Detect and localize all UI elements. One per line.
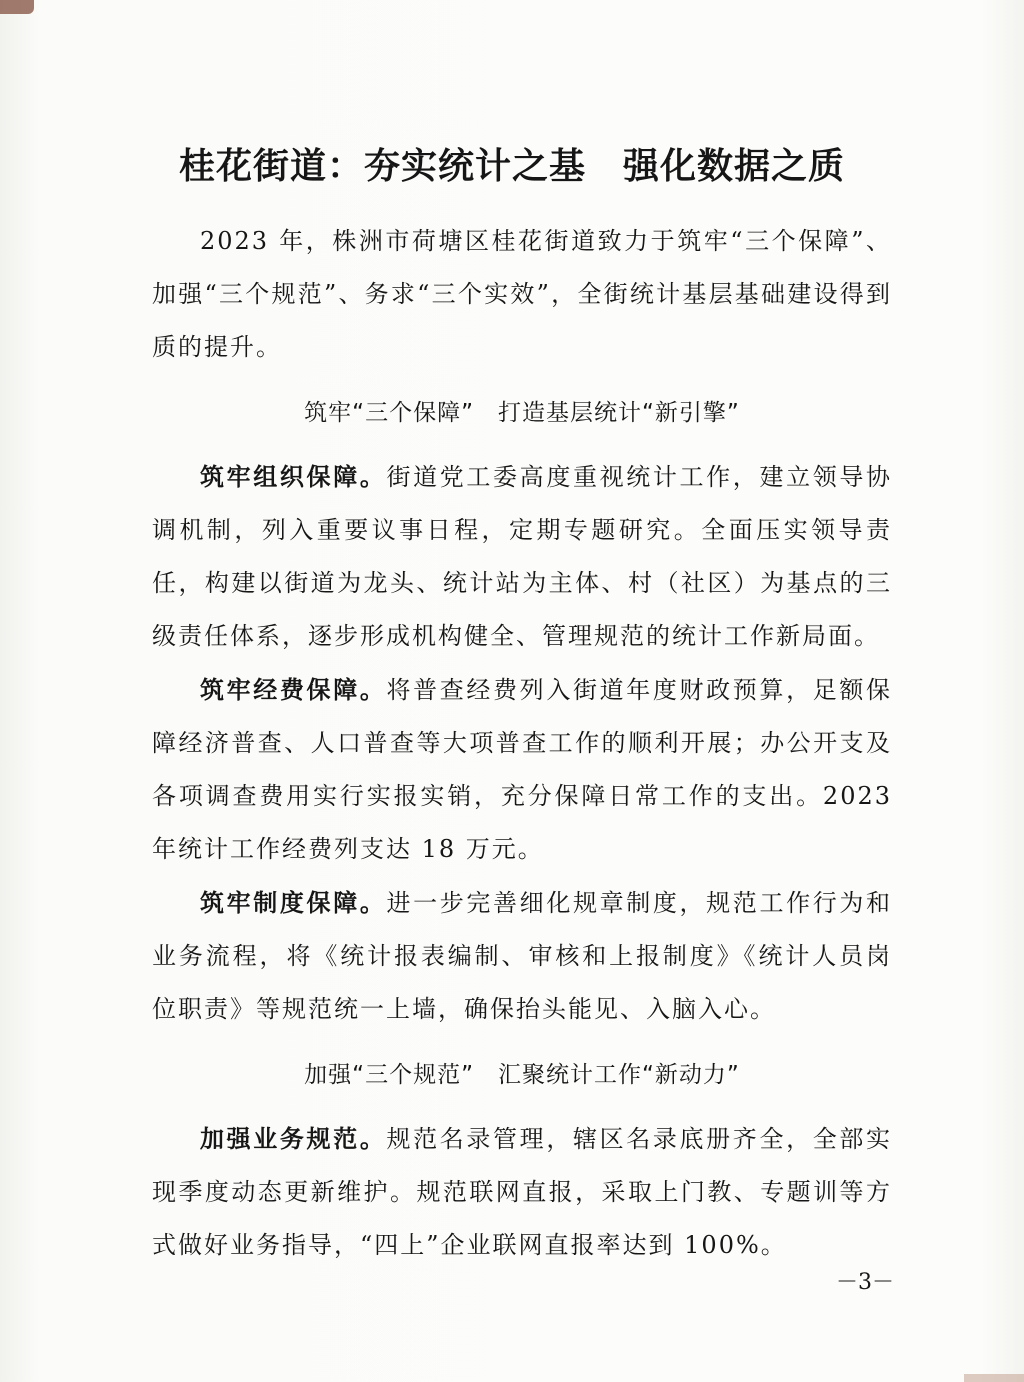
paragraph-text: 进一步完善细化规章制度，规范工作行为和业务流程，将《统计报表编制、审核和上报制度》《统计人员岗位职责》等规范统一上墙，确保抬头能见、入脑入心。: [152, 889, 893, 1023]
body-paragraph: [152, 450, 892, 663]
paragraph-lead: 加强业务规范。: [200, 1124, 387, 1153]
paragraph-text: 街道党工委高度重视统计工作，建立领导协调机制，列入重要议事日程，定期专题研究。全面压实领导责任，构建以街道为龙头、统计站为主体、村（社区）为基点的三级责任体系，逐步形成机构健全、管理规范的统计工作新局面。: [152, 463, 893, 650]
scan-bottom-mark: [964, 1374, 1024, 1382]
body-paragraph: [152, 876, 892, 1036]
body-paragraph: [152, 663, 892, 876]
scan-corner-mark: [0, 0, 34, 14]
body-paragraph: [152, 1112, 892, 1272]
paragraph-text: 将普查经费列入街道年度财政预算，足额保障经济普查、人口普查等大项普查工作的顺利开展；办公开支及各项调查费用实行实报实销，充分保障日常工作的支出。2023 年统计工作经费列支达 18 万元。: [152, 676, 893, 863]
page-number: －3－: [836, 1270, 894, 1295]
paragraph-text: 规范名录管理，辖区名录底册齐全，全部实现季度动态更新维护。规范联网直报，采取上门教、专题训等方式做好业务指导，“四上”企业联网直报率达到 100%。: [152, 1125, 893, 1259]
paragraph-lead: 筑牢经费保障。: [200, 675, 387, 704]
paragraph-lead: 筑牢制度保障。: [200, 888, 387, 917]
document-body: [152, 215, 892, 1272]
document-title: 桂花街道：夯实统计之基 强化数据之质: [178, 145, 845, 187]
section-heading-1: 筑牢“三个保障” 打造基层统计“新引擎”: [304, 400, 740, 426]
section-heading-2: 加强“三个规范” 汇聚统计工作“新动力”: [304, 1062, 740, 1088]
paragraph-lead: 筑牢组织保障。: [200, 462, 387, 491]
intro-paragraph: 2023 年，株洲市荷塘区桂花街道致力于筑牢“三个保障”、加强“三个规范”、务求“三个实效”，全街统计基层基础建设得到质的提升。: [152, 227, 892, 361]
